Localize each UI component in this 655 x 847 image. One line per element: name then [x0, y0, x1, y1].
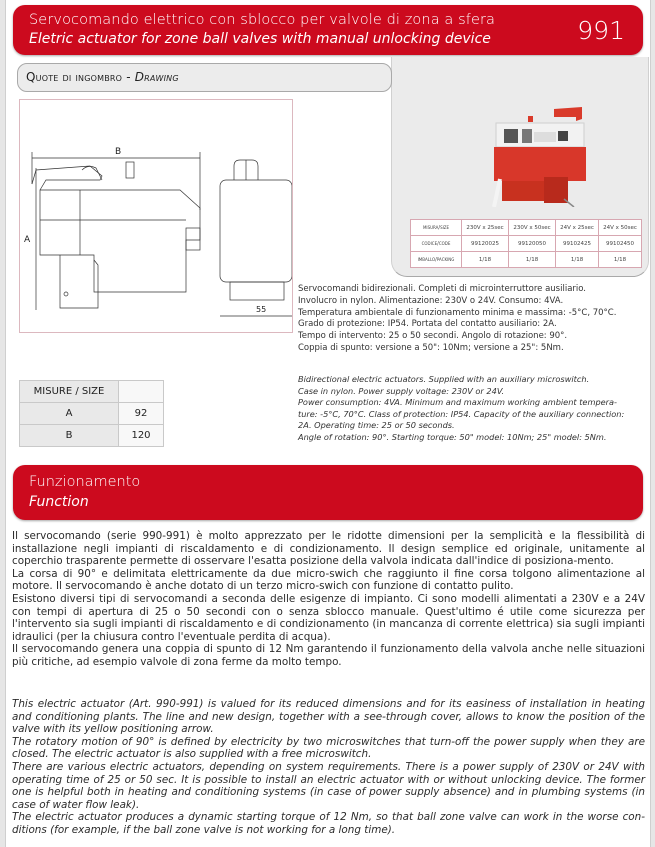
side-view-body — [220, 180, 292, 282]
specifications-it — [298, 284, 648, 355]
table-cell: 99120025 — [462, 236, 509, 252]
side-view-base — [230, 282, 284, 300]
drawing-title-it: Quote di ingombro - — [26, 70, 135, 84]
dim-label-depth: 55 — [256, 305, 267, 314]
technical-drawing — [19, 99, 293, 333]
drawing-title-en: Drawing — [134, 70, 179, 84]
spec-line: Case in nylon. Power supply voltage: 230V or 24V. — [298, 385, 505, 396]
row-header-packing: imballo/packing — [411, 252, 462, 268]
body-outline — [40, 190, 200, 292]
size-key: B — [20, 425, 119, 447]
row-header-code: codice/code — [411, 236, 462, 252]
table-cell: 1/18 — [462, 252, 509, 268]
size-table-header-empty — [119, 381, 164, 403]
function-title-en: Function — [29, 494, 89, 510]
shaft-outline — [126, 162, 134, 178]
dim-label-b: B — [115, 147, 122, 157]
paragraph: There are various electric actuators, depending on system requirements. There is a power supply of 230V or 24V with operating time of 25 or 50 sec. It is possible to install an electric actuator with or without unlocking device. The former one is helpful both in heating and conditioning systems (in case of power supply absence) and in plumbing systems (in case of water flow leak). — [12, 760, 645, 811]
article-code: 991 — [577, 16, 625, 45]
dim-label-a: A — [24, 235, 31, 245]
product-codes-table — [410, 219, 642, 268]
table-row — [411, 220, 642, 236]
table-row — [20, 381, 164, 403]
table-cell: 99102450 — [599, 236, 642, 252]
page-left-margin — [0, 0, 6, 847]
paragraph: Il servocomando (serie 990-991) è molto apprezzato per le ridotte dimensioni per la semplicità e la flessibilità di installazione negli impianti di riscaldamento e di condizionamento. Il design semplice ed originale, unitamente al coperchio trasparente permette di osservare l'esatta posizione della valvola indicata dall'indice di posiziona-mento. — [12, 530, 645, 568]
table-cell: 1/18 — [599, 252, 642, 268]
paragraph: Esistono diversi tipi di servocomandi a seconda delle esigenze di impianto. Ci sono modelli alimentati a 230V e a 24V con tempi di apertura di 25 o 50 secondi con o senza sblocco manuale. Quest'ultimo é utile come sicurezza per l'intervento sia sugli impianti di riscaldamento e di condizionamento (in mancanza di corrente elettrica) sia sugli impianti idraulici (per la chiusura contro l'eventuale perdita di acqua). — [12, 592, 645, 643]
product-title-it: Servocomando elettrico con sblocco per valvole di zona a sfera — [29, 12, 496, 28]
table-row — [411, 252, 642, 268]
spec-line: Temperatura ambientale di funzionamento minima e massima: -5°C, 70°C. — [298, 307, 617, 318]
unlock-lever — [554, 107, 582, 121]
side-box — [186, 228, 200, 250]
indicator — [528, 116, 533, 122]
spec-line: Involucro in nylon. Alimentazione: 230V o 24V. Consumo: 4VA. — [298, 295, 564, 306]
size-table — [19, 380, 164, 447]
table-cell: 24V x 25sec — [556, 220, 599, 236]
internal-part — [504, 129, 518, 143]
function-text-en — [12, 698, 645, 837]
spec-line: Servocomandi bidirezionali. Completi di microinterruttore ausiliario. — [298, 284, 587, 294]
size-key: A — [20, 403, 119, 425]
internal-part — [522, 129, 532, 143]
spec-line: ture: -5°C, 70°C. Class of protection: IP54. Capacity of the auxiliary connection: — [298, 408, 625, 419]
table-row — [20, 403, 164, 425]
red-body — [494, 147, 586, 181]
drawing-section-tab — [17, 63, 392, 92]
function-text-it — [12, 530, 645, 669]
table-cell: 99102425 — [556, 236, 599, 252]
row-header-size: misura/size — [411, 220, 462, 236]
spec-line: Grado di protezione: IP54. Portata del contatto ausiliario: 2A. — [298, 319, 557, 330]
spec-line: Bidirectional electric actuators. Supplied with an auxiliary microswitch. — [298, 374, 590, 384]
paragraph: The electric actuator produces a dynamic starting torque of 12 Nm, so that ball zone valve can work in the worse con-ditions (for example, if the ball zone valve is not working for a long time). — [12, 811, 645, 836]
size-value: 92 — [119, 403, 164, 425]
table-cell: 1/18 — [509, 252, 556, 268]
spec-line: Coppia di spunto: versione a 50": 10Nm; versione a 25": 5Nm. — [298, 342, 564, 353]
lever-outline — [32, 166, 102, 190]
size-value: 120 — [119, 425, 164, 447]
table-cell: 99120050 — [509, 236, 556, 252]
function-section-banner — [13, 465, 643, 520]
internal-part — [558, 131, 568, 141]
spec-line: 2A. Operating time: 25 or 50 seconds. — [298, 420, 455, 431]
specifications-en — [298, 374, 650, 444]
page-right-margin — [650, 0, 655, 847]
cable — [494, 179, 500, 207]
table-cell: 1/18 — [556, 252, 599, 268]
internal-part — [534, 132, 556, 142]
dimension-drawing — [20, 100, 292, 332]
size-table-header: MISURE / SIZE — [20, 381, 119, 403]
table-row — [411, 236, 642, 252]
table-cell: 230V x 25sec — [462, 220, 509, 236]
product-title-en: Eletric actuator for zone ball valves with manual unlocking device — [29, 31, 491, 47]
paragraph: The rotatory motion of 90° is defined by electricity by two microswitches that turn-off the power supply when they are closed. The electric actuator is also supplied with a free microswitch. — [12, 735, 645, 761]
drawing-section-title — [26, 70, 179, 84]
paragraph: La corsa di 90° e delimitata elettricamente da due micro-swich che raggiunto il fine corsa tolgono alimentazione al motore. Il servocomando è anche dotato di un terzo micro-swich con funzione di contatto pulito. — [12, 567, 645, 593]
product-title-banner — [13, 5, 643, 55]
spec-line: Tempo di intervento: 25 o 50 secondi. Angolo di rotazione: 90°. — [298, 331, 568, 342]
table-cell: 24V x 50sec — [599, 220, 642, 236]
spec-line: Angle of rotation: 90°. Starting torque: 50" model: 10Nm; 25" model: 5Nm. — [298, 431, 607, 442]
coupling-outline — [60, 255, 98, 308]
actuator-photo — [464, 87, 604, 207]
spec-line: Power consumption: 4VA. Minimum and maximum working ambient tempera- — [298, 397, 618, 408]
paragraph: Il servocomando genera una coppia di spunto di 12 Nm garantendo il funzionamento della valvola anche nelle situazioni più critiche, ad esempio valvole di zona ferme da molto tempo. — [12, 643, 645, 668]
table-cell: 230V x 50sec — [509, 220, 556, 236]
hole — [64, 292, 68, 296]
paragraph: This electric actuator (Art. 990-991) is valued for its reduced dimensions and for its easiness of installation in heating and conditioning plants. The line and new design, together with a see-through cover, allows to know the position of the valve with its yellow positioning arrow. — [12, 698, 645, 736]
function-title-it: Funzionamento — [29, 474, 141, 490]
table-row — [20, 425, 164, 447]
